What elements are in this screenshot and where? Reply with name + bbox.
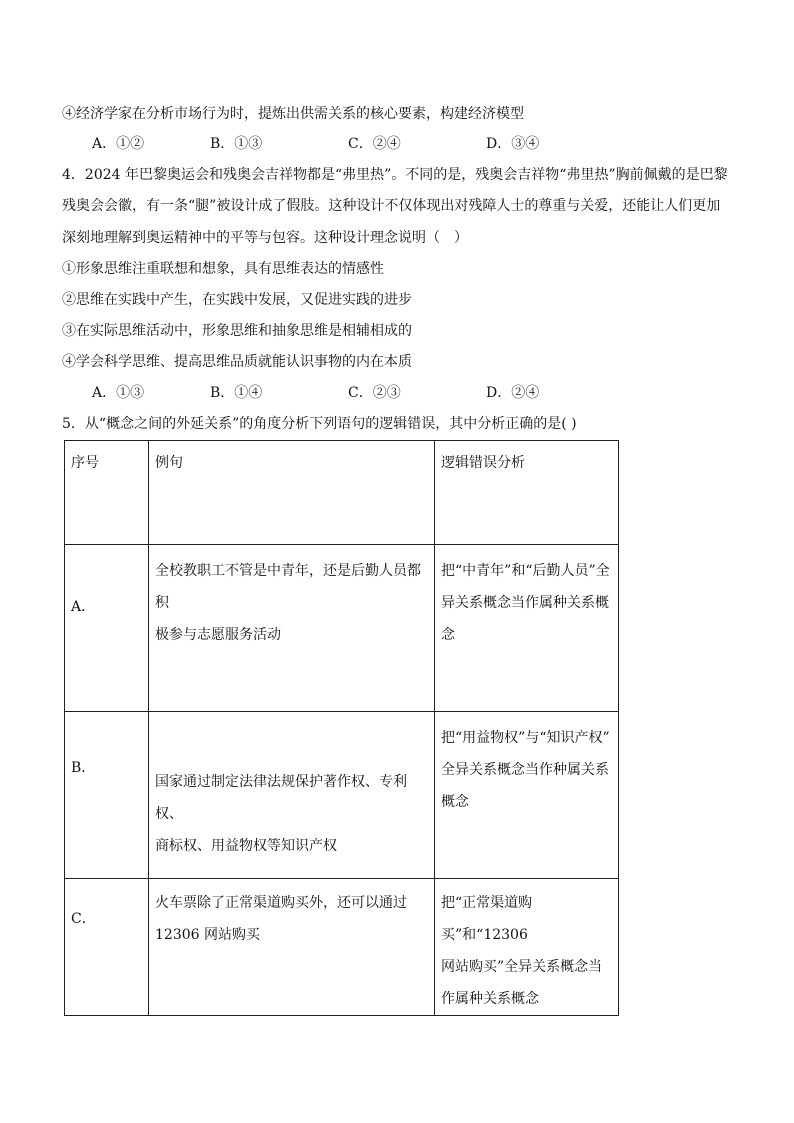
q4-item-1: ①形象思维注重联想和想象，具有思维表达的情感性 (62, 261, 384, 277)
header-analysis (435, 441, 619, 545)
row-c-analysis-line-2: 网站购买”全异关系概念当 (441, 959, 603, 975)
row-a-analysis-line-1: 把“中青年”和“后勤人员”全 (441, 563, 610, 579)
row-b-sentence (149, 712, 435, 879)
row-a-sentence-line-1: 全校教职工不管是中青年，还是后勤人员都积 (155, 563, 421, 611)
q4-option-d: D．②④ (486, 385, 540, 401)
row-b-analysis-line-2: 全异关系概念当作种属关系 (441, 762, 609, 778)
q5-table (64, 440, 619, 1016)
q4-item-4: ④学会科学思维、提高思维品质就能认识事物的内在本质 (62, 354, 412, 370)
table-row-b (65, 712, 619, 879)
q4-item-2: ②思维在实践中产生，在实践中发展，又促进实践的进步 (62, 292, 412, 308)
table-row-a (65, 545, 619, 712)
row-b-sentence-line-2: 商标权、用益物权等知识产权 (155, 838, 337, 854)
row-a-id-label: A． (71, 599, 96, 615)
row-c-analysis-line-3: 作属种关系概念 (441, 991, 539, 1007)
row-c-sentence-line-1: 火车票除了正常渠道购买外，还可以通过 (155, 895, 407, 911)
q4-stem-line-1: 4．2024 年巴黎奥运会和残奥会吉祥物都是“弗里热”。不同的是，残奥会吉祥物“弗里热”胸前佩戴的是巴黎 (62, 167, 728, 183)
row-c-analysis-line-1: 把“正常渠道购买”和“12306 (441, 895, 533, 943)
row-c-sentence-line-2: 12306 网站购买 (155, 927, 260, 943)
row-b-sentence-line-1: 国家通过制定法律法规保护著作权、专利权、 (155, 774, 407, 822)
table-row-c (65, 879, 619, 1016)
q4-item-3: ③在实际思维活动中，形象思维和抽象思维是相辅相成的 (62, 323, 412, 339)
row-a-analysis-line-3: 念 (441, 627, 455, 643)
q3-option-a: A．①② (92, 136, 145, 152)
header-sentence-label: 例句 (155, 455, 183, 471)
row-c-sentence (149, 879, 435, 1016)
row-b-analysis (435, 712, 619, 879)
header-id-label: 序号 (71, 455, 99, 471)
q4-option-b: B．①④ (210, 385, 263, 401)
q3-option-d: D．③④ (486, 136, 540, 152)
q3-option-b: B．①③ (210, 136, 263, 152)
q4-option-a: A．①③ (92, 385, 145, 401)
row-c-id-label: C． (71, 911, 96, 927)
row-a-analysis (435, 545, 619, 712)
row-a-analysis-line-2: 异关系概念当作属种关系概 (441, 595, 609, 611)
q5-stem: 5．从“概念之间的外延关系”的角度分析下列语句的逻辑错误，其中分析正确的是( ) (62, 416, 577, 432)
row-b-analysis-line-3: 概念 (441, 794, 469, 810)
row-a-sentence (149, 545, 435, 712)
row-b-analysis-line-1: 把“用益物权”与“知识产权” (441, 730, 610, 746)
q3-option-c: C．②④ (348, 136, 401, 152)
header-sentence (149, 441, 435, 545)
row-c-analysis (435, 879, 619, 1016)
q4-option-c: C．②③ (348, 385, 401, 401)
q4-stem-line-3: 深刻地理解到奥运精神中的平等与包容。这种设计理念说明（ ） (62, 230, 468, 246)
q4-stem-line-2: 残奥会会徽，有一条“腿”被设计成了假肢。这种设计不仅体现出对残障人士的尊重与关爱，还能让人们更加 (62, 198, 721, 214)
row-b-id (65, 712, 149, 879)
table-header-row (65, 441, 619, 545)
row-b-id-label: B． (71, 760, 96, 776)
row-a-sentence-line-2: 极参与志愿服务活动 (155, 627, 281, 643)
row-c-id (65, 879, 149, 1016)
row-a-id (65, 545, 149, 712)
header-analysis-label: 逻辑错误分析 (441, 455, 525, 471)
q3-item-4: ④经济学家在分析市场行为时，提炼出供需关系的核心要素，构建经济模型 (62, 106, 524, 122)
header-id (65, 441, 149, 545)
